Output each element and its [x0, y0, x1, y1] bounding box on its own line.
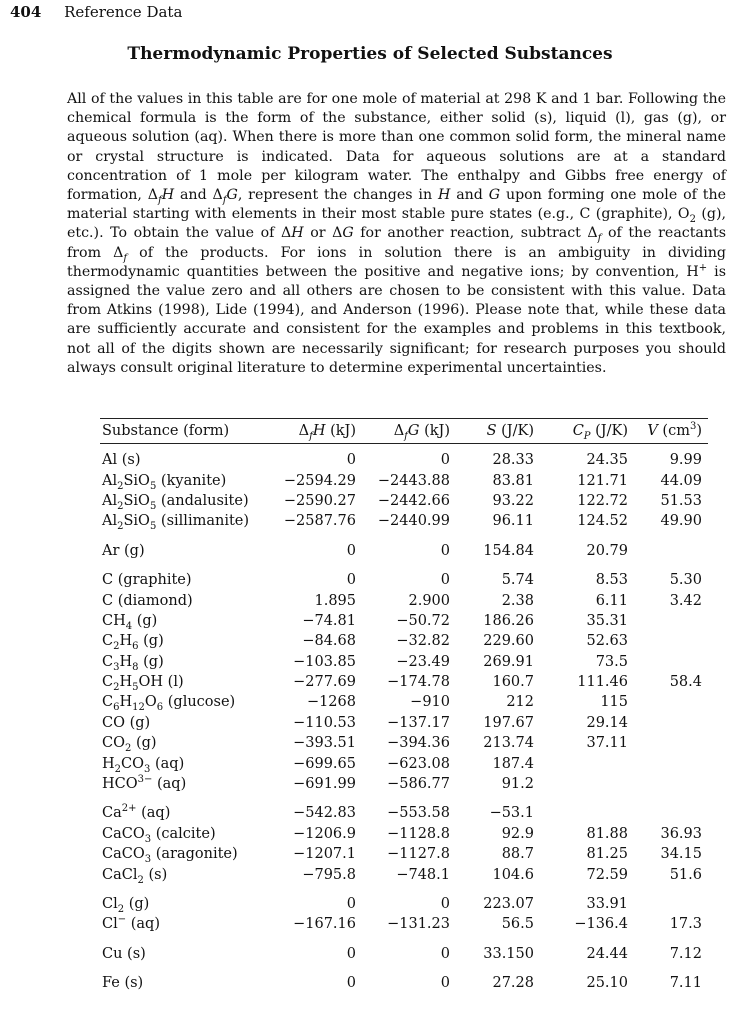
value-cell: 92.9 — [501, 825, 534, 842]
table-row — [100, 631, 708, 651]
table-header-row — [100, 419, 708, 444]
value-cell: 34.15 — [660, 846, 702, 863]
value-cell: 24.44 — [586, 945, 628, 962]
value-cell: −167.16 — [293, 916, 356, 933]
value-cell: 33.91 — [586, 896, 628, 912]
substance-cell: Cu (s) — [102, 945, 146, 962]
value-cell: 51.53 — [660, 492, 702, 509]
value-cell: 29.14 — [586, 714, 628, 731]
value-cell: −2587.76 — [283, 513, 356, 530]
value-cell — [634, 713, 708, 733]
value-cell: −32.82 — [396, 633, 450, 650]
value-cell: 104.6 — [492, 866, 534, 883]
table-row — [100, 914, 708, 934]
column-header: $\Delta_fG$ (kJ) — [362, 419, 456, 444]
section-name: Reference Data — [64, 3, 183, 21]
value-cell: 81.25 — [586, 846, 628, 863]
substance-cell: CaCO$_3$ (calcite) — [102, 825, 216, 845]
value-cell: −795.8 — [302, 866, 356, 883]
table-body — [100, 444, 708, 994]
value-cell: 25.10 — [586, 975, 628, 992]
value-cell — [634, 774, 708, 794]
value-cell: 0 — [440, 975, 450, 992]
table-row — [100, 733, 708, 753]
value-cell: 5.74 — [501, 572, 534, 589]
substance-cell: $CO_2$ (g) — [102, 735, 157, 755]
value-cell: 212 — [506, 694, 534, 711]
substance-cell: C (diamond) — [102, 592, 193, 609]
value-cell: 28.33 — [492, 452, 534, 469]
substance-cell: CaCl$_2$ (s) — [102, 866, 168, 886]
value-cell: 0 — [440, 896, 450, 912]
value-cell: 20.79 — [586, 542, 628, 559]
value-cell: 0 — [440, 572, 450, 589]
value-cell: −2590.27 — [283, 492, 356, 509]
value-cell — [540, 794, 634, 823]
table-row — [100, 561, 708, 590]
value-cell: 24.35 — [586, 452, 628, 469]
substance-cell: Cl− (aq) — [102, 914, 160, 933]
value-cell: −394.36 — [387, 735, 450, 752]
value-cell: 35.31 — [586, 612, 628, 629]
substance-cell: $Al_2SiO_5$ (andalusite) — [102, 492, 249, 512]
value-cell: 81.88 — [586, 825, 628, 842]
thermo-table — [100, 418, 708, 993]
value-cell: −699.65 — [293, 755, 356, 772]
value-cell: 154.84 — [483, 542, 534, 559]
value-cell: 111.46 — [577, 674, 628, 691]
table-row — [100, 935, 708, 964]
value-cell: 0 — [346, 572, 356, 589]
page-number: 404 — [10, 3, 42, 21]
value-cell: −174.78 — [387, 674, 450, 691]
value-cell — [634, 753, 708, 773]
substance-cell: $C_2H_6$ (g) — [102, 633, 164, 653]
value-cell — [634, 532, 708, 561]
column-header: $\Delta_fH$ (kJ) — [272, 419, 362, 444]
value-cell: 0 — [346, 896, 356, 912]
value-cell: −691.99 — [293, 776, 356, 793]
table-row — [100, 672, 708, 692]
intro-paragraph: All of the values in this table are for one mole of material at 298 K and 1 bar. Following the chemical formula is the form of the substance, either solid (s), liquid (l), gas (g), or aqueous solution (aq). When there is more than one common solid form, the mineral name or crystal structure is indicated. Data for aqueous solutions are at a standard concentration of 1 mole per kilogram water. The enthalpy and Gibbs free energy of formation, $\Delta_fH$ and $\Delta_fG$, represent the changes in H and G upon forming one mole of the material starting with elements in their most stable pure states (e.g., C (graphite), $O_2$ (g), etc.). To obtain the value of ΔH or ΔG for another reaction, subtract $\Delta_f$ of the reactants from $\Delta_f$ of the products. For ions in solution there is an ambiguity in dividing thermodynamic quantities between the positive and negative ions; by convention, H+ is assigned the value zero and all others are chosen to be consistent with this value. Data from Atkins (1998), Lide (1994), and Anderson (1996). Please note that, while these data are sufficiently accurate and consistent for the examples and problems in this textbook, not all of the digits shown are necessarily significant; for research purposes you should always consult original literature to determine experimental uncertainties. — [67, 91, 727, 376]
value-cell — [634, 631, 708, 651]
substance-cell: $Cl_2$ (g) — [102, 896, 150, 915]
page-title: Thermodynamic Properties of Selected Substances — [127, 44, 613, 64]
value-cell: −542.83 — [293, 805, 356, 822]
substance-cell: CO (g) — [102, 714, 151, 731]
value-cell: −110.53 — [293, 714, 356, 731]
column-header: Substance (form) — [100, 419, 272, 444]
value-cell: −748.1 — [396, 866, 450, 883]
value-cell — [634, 885, 708, 914]
column-header: S (J/K) — [456, 419, 540, 444]
value-cell: −1206.9 — [293, 825, 356, 842]
value-cell: −1127.8 — [387, 846, 450, 863]
value-cell: 37.11 — [586, 735, 628, 752]
value-cell — [634, 794, 708, 823]
value-cell: 91.2 — [501, 776, 534, 793]
value-cell: 187.4 — [492, 755, 534, 772]
table-row — [100, 470, 708, 490]
substance-cell: $C_2H_5OH$ (l) — [102, 674, 184, 693]
value-cell: 0 — [346, 452, 356, 469]
value-cell: −2442.66 — [377, 492, 450, 509]
substance-cell: $H_2CO_3$ (aq) — [102, 755, 185, 775]
value-cell: 44.09 — [660, 472, 702, 489]
value-cell: −23.49 — [396, 653, 450, 670]
substance-cell: C (graphite) — [102, 572, 192, 589]
table-row — [100, 491, 708, 511]
value-cell: −910 — [410, 694, 450, 711]
substance-cell: $Al_2SiO_5$ (sillimanite) — [102, 513, 250, 533]
value-cell: 73.5 — [595, 653, 628, 670]
value-cell: 7.12 — [669, 945, 702, 962]
value-cell: 269.91 — [483, 653, 534, 670]
value-cell: 6.11 — [595, 592, 628, 609]
value-cell: 56.5 — [501, 916, 534, 933]
table-row — [100, 511, 708, 531]
table-row — [100, 824, 708, 844]
substance-cell: $HCO^{3-}$ (aq) — [102, 774, 187, 793]
table-row — [100, 532, 708, 561]
value-cell — [540, 753, 634, 773]
value-cell: −1128.8 — [387, 825, 450, 842]
value-cell: −2440.99 — [377, 513, 450, 530]
value-cell — [540, 774, 634, 794]
column-header: $C_P$ (J/K) — [540, 419, 634, 444]
table-row — [100, 444, 708, 471]
value-cell: 51.6 — [669, 866, 702, 883]
value-cell: 88.7 — [501, 846, 534, 863]
value-cell: 0 — [440, 542, 450, 559]
value-cell: −136.4 — [574, 916, 628, 933]
value-cell: 52.63 — [586, 633, 628, 650]
value-cell: 186.26 — [483, 612, 534, 629]
value-cell: −74.81 — [302, 612, 356, 629]
value-cell: −103.85 — [293, 653, 356, 670]
substance-cell: Al (s) — [102, 452, 141, 469]
value-cell: −2594.29 — [283, 472, 356, 489]
value-cell: 197.67 — [483, 714, 534, 731]
value-cell: 5.30 — [669, 572, 702, 589]
table-row — [100, 713, 708, 733]
value-cell: 3.42 — [669, 592, 702, 609]
value-cell: −586.77 — [387, 776, 450, 793]
table-row — [100, 611, 708, 631]
value-cell: 0 — [346, 945, 356, 962]
value-cell: 2.38 — [501, 592, 534, 609]
value-cell: −1207.1 — [293, 846, 356, 863]
running-header — [10, 3, 182, 21]
substance-cell: $Al_2SiO_5$ (kyanite) — [102, 472, 227, 492]
value-cell: 121.71 — [577, 472, 628, 489]
value-cell: 72.59 — [586, 866, 628, 883]
value-cell: −553.58 — [387, 805, 450, 822]
value-cell: 122.72 — [577, 492, 628, 509]
value-cell: 115 — [600, 694, 628, 711]
table-row — [100, 652, 708, 672]
column-header: V $(cm^3)$ — [634, 419, 708, 444]
table-row — [100, 774, 708, 794]
value-cell: −623.08 — [387, 755, 450, 772]
substance-cell: $CH_4$ (g) — [102, 612, 158, 632]
value-cell: 36.93 — [660, 825, 702, 842]
value-cell — [634, 692, 708, 712]
value-cell: 83.81 — [492, 472, 534, 489]
value-cell: 96.11 — [492, 513, 534, 530]
value-cell: 0 — [346, 975, 356, 992]
table-row — [100, 590, 708, 610]
value-cell: −2443.88 — [377, 472, 450, 489]
value-cell: −50.72 — [396, 612, 450, 629]
value-cell: −137.17 — [387, 714, 450, 731]
table-row — [100, 885, 708, 914]
value-cell: 27.28 — [492, 975, 534, 992]
value-cell — [634, 652, 708, 672]
value-cell: 223.07 — [483, 896, 534, 912]
value-cell: 2.900 — [408, 592, 450, 609]
table-row — [100, 753, 708, 773]
value-cell: −53.1 — [489, 805, 534, 822]
value-cell: 124.52 — [577, 513, 628, 530]
value-cell: 9.99 — [669, 452, 702, 469]
value-cell: 213.74 — [483, 735, 534, 752]
value-cell: −1268 — [306, 694, 356, 711]
value-cell: 7.11 — [669, 975, 702, 992]
value-cell: 93.22 — [492, 492, 534, 509]
table-row — [100, 794, 708, 823]
value-cell: −277.69 — [293, 674, 356, 691]
value-cell: 0 — [440, 452, 450, 469]
value-cell: 0 — [440, 945, 450, 962]
value-cell: 229.60 — [483, 633, 534, 650]
value-cell: −131.23 — [387, 916, 450, 933]
value-cell: −393.51 — [293, 735, 356, 752]
table-row — [100, 844, 708, 864]
value-cell — [634, 733, 708, 753]
value-cell: 160.7 — [492, 674, 534, 691]
substance-cell: $C_3H_8$ (g) — [102, 653, 164, 673]
substance-cell: $C_6H_{12}O_6$ (glucose) — [102, 694, 236, 714]
table-row — [100, 864, 708, 884]
table-row — [100, 692, 708, 712]
value-cell: 17.3 — [669, 916, 702, 933]
value-cell: 8.53 — [595, 572, 628, 589]
value-cell: 0 — [346, 542, 356, 559]
value-cell: −84.68 — [302, 633, 356, 650]
value-cell: 49.90 — [660, 513, 702, 530]
substance-cell: CaCO$_3$ (aragonite) — [102, 846, 238, 866]
value-cell: 58.4 — [669, 674, 702, 691]
substance-cell: Fe (s) — [102, 975, 144, 992]
table-row — [100, 964, 708, 993]
value-cell: 1.895 — [314, 592, 356, 609]
substance-cell: Ar (g) — [102, 542, 145, 559]
value-cell: 33.150 — [483, 945, 534, 962]
value-cell — [634, 611, 708, 631]
substance-cell: $Ca^{2+}$ (aq) — [102, 803, 171, 822]
